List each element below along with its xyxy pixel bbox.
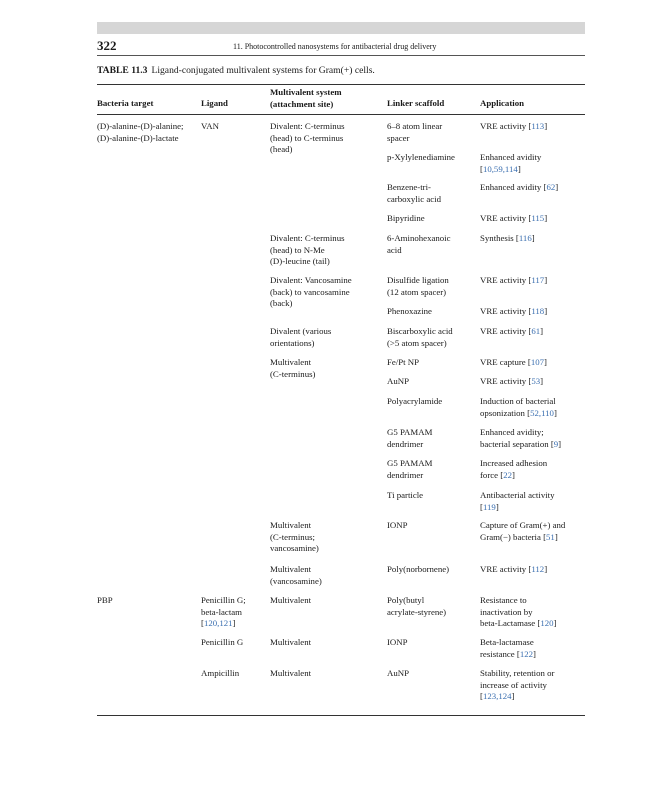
application: VRE activity [118] (480, 306, 548, 316)
application: VRE activity [53] (480, 376, 544, 386)
header-bar (97, 22, 585, 34)
application: Enhanced avidity [10,59,114] (480, 152, 542, 174)
running-head: 11. Photocontrolled nanosystems for antibacterial drug delivery (233, 42, 437, 51)
ligand: Penicillin G; beta-lactam [120,121] (201, 595, 246, 628)
multivalent-system: Multivalent (270, 595, 312, 605)
application: VRE activity [117] (480, 275, 548, 285)
table-label: TABLE 11.3 (97, 65, 148, 76)
multivalent-system: Multivalent (vancosamine) (270, 564, 322, 586)
application: Stability, retention or increase of activity [123,124] (480, 668, 555, 701)
header-linker-scaffold: Linker scaffold (387, 98, 445, 108)
ligand-van: VAN (201, 121, 219, 131)
linker-scaffold: Disulfide ligation (12 atom spacer) (387, 275, 449, 297)
header-application: Application (480, 98, 524, 108)
linker-scaffold: Bipyridine (387, 213, 425, 223)
linker-scaffold: Poly(norbornene) (387, 564, 450, 574)
application: Enhanced avidity [62] (480, 182, 559, 192)
header-ligand: Ligand (201, 98, 228, 108)
application: Antibacterial activity [119] (480, 490, 555, 512)
table-header-rule (97, 114, 585, 115)
linker-scaffold: 6–8 atom linear spacer (387, 121, 443, 143)
linker-scaffold: Fe/Pt NP (387, 357, 420, 367)
multivalent-system: Divalent: Vancosamine (back) to vancosamine (back) (270, 275, 352, 308)
linker-scaffold: AuNP (387, 668, 409, 678)
linker-scaffold: IONP (387, 637, 408, 647)
page-number: 322 (97, 38, 117, 53)
bacteria-target-pbp: PBP (97, 595, 113, 605)
linker-scaffold: AuNP (387, 376, 409, 386)
multivalent-system: Divalent (various orientations) (270, 326, 332, 348)
linker-scaffold: G5 PAMAM dendrimer (387, 427, 433, 449)
linker-scaffold: G5 PAMAM dendrimer (387, 458, 433, 480)
linker-scaffold: 6-Aminohexanoic acid (387, 233, 451, 255)
linker-scaffold: Polyacrylamide (387, 396, 443, 406)
multivalent-system: Multivalent (C-terminus) (270, 357, 316, 379)
linker-scaffold: p-Xylylenediamine (387, 152, 455, 162)
application: Enhanced avidity; bacterial separation [9] (480, 427, 562, 449)
ligand: Ampicillin (201, 668, 240, 678)
table-bottom-rule (97, 715, 585, 716)
linker-scaffold: IONP (387, 520, 408, 530)
table-caption (97, 65, 375, 76)
linker-scaffold: Ti particle (387, 490, 424, 500)
application: Beta-lactamase resistance [122] (480, 637, 536, 659)
application: VRE activity [112] (480, 564, 548, 574)
linker-scaffold: Poly(butyl acrylate-styrene) (387, 595, 447, 617)
multivalent-system: Divalent: C-terminus (head) to N-Me (D)-leucine (tail) (270, 233, 345, 266)
application: Capture of Gram(+) and Gram(−) bacteria [51] (480, 520, 566, 542)
header-rule (97, 55, 585, 56)
linker-scaffold: Phenoxazine (387, 306, 432, 316)
application: VRE activity [61] (480, 326, 544, 336)
header-bacteria-target: Bacteria target (97, 98, 154, 108)
application: VRE activity [115] (480, 213, 548, 223)
application: VRE activity [113] (480, 121, 548, 131)
application: Synthesis [116] (480, 233, 535, 243)
header-multivalent-system: Multivalent system (attachment site) (270, 87, 342, 109)
application: VRE capture [107] (480, 357, 547, 367)
linker-scaffold: Benzene-tri- carboxylic acid (387, 182, 441, 204)
application: Resistance to inactivation by beta-Lactamase [120] (480, 595, 557, 628)
multivalent-system: Multivalent (270, 668, 312, 678)
multivalent-system: Divalent: C-terminus (head) to C-terminus (head) (270, 121, 345, 154)
ligand: Penicillin G (201, 637, 244, 647)
table-title: Ligand-conjugated multivalent systems for Gram(+) cells. (151, 65, 375, 76)
linker-scaffold: Biscarboxylic acid (>5 atom spacer) (387, 326, 453, 348)
multivalent-system: Multivalent (C-terminus; vancosamine) (270, 520, 319, 553)
application: Increased adhesion force [22] (480, 458, 548, 480)
multivalent-system: Multivalent (270, 637, 312, 647)
bacteria-target-dala: (D)-alanine-(D)-alanine; (D)-alanine-(D)-lactate (97, 121, 184, 143)
application: Induction of bacterial opsonization [52,110] (480, 396, 557, 418)
table-top-rule (97, 84, 585, 85)
